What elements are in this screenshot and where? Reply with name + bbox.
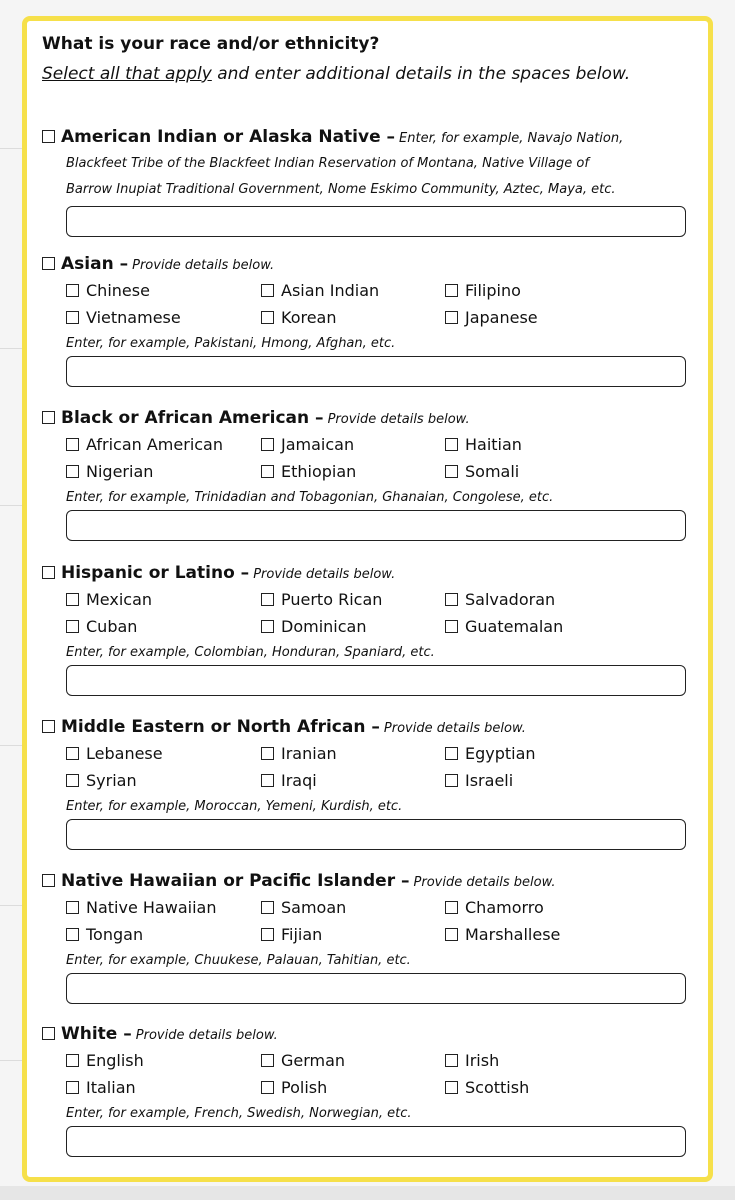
category-checkbox[interactable] (42, 130, 55, 143)
category-checkbox[interactable] (42, 1027, 55, 1040)
option-checkbox[interactable] (261, 587, 382, 613)
option-label: Italian (86, 1078, 136, 1097)
option-checkbox[interactable] (66, 741, 163, 767)
checkbox-icon (445, 1054, 458, 1067)
checkbox-icon (66, 747, 79, 760)
enter-hint: Enter, for example, Chuukese, Palauan, Tahitian, etc. (66, 953, 411, 968)
checkbox-icon (66, 620, 79, 633)
checkbox-icon (261, 284, 274, 297)
option-label: Dominican (281, 617, 367, 636)
details-input[interactable] (66, 356, 686, 387)
category-label: Hispanic or Latino (61, 563, 235, 583)
checkbox-icon (445, 284, 458, 297)
option-checkbox[interactable] (66, 614, 137, 640)
checkbox-icon (445, 774, 458, 787)
category-label: American Indian or Alaska Native (61, 127, 381, 147)
race-ethnicity-question-card (22, 16, 713, 1182)
option-label: Chamorro (465, 898, 544, 917)
checkbox-icon (445, 747, 458, 760)
checkbox-icon (445, 438, 458, 451)
enter-hint: Enter, for example, Colombian, Honduran, Spaniard, etc. (66, 645, 435, 660)
option-checkbox[interactable] (261, 741, 337, 767)
option-label: Vietnamese (86, 308, 181, 327)
option-checkbox[interactable] (66, 768, 137, 794)
category-header (42, 871, 692, 895)
option-label: Egyptian (465, 744, 536, 763)
checkbox-icon (66, 593, 79, 606)
category-middle-eastern-north-african (42, 717, 692, 850)
checkbox-icon (445, 901, 458, 914)
question-instruction (42, 64, 630, 84)
category-dash: – (395, 871, 410, 891)
question-title: What is your race and/or ethnicity? (42, 34, 380, 54)
checkbox-icon (445, 928, 458, 941)
option-checkbox[interactable] (261, 278, 379, 304)
checkbox-icon (66, 1054, 79, 1067)
category-hint: Provide details below. (383, 721, 526, 736)
category-example-line: Blackfeet Tribe of the Blackfeet Indian Reservation of Montana, Native Village of (66, 156, 589, 171)
category-hint: Provide details below. (132, 258, 275, 273)
option-grid (66, 278, 692, 332)
details-input[interactable] (66, 1126, 686, 1157)
checkbox-icon (445, 465, 458, 478)
category-hint: Provide details below. (327, 412, 470, 427)
option-grid (66, 1048, 692, 1102)
checkbox-icon (261, 593, 274, 606)
option-checkbox[interactable] (261, 895, 346, 921)
category-label: Native Hawaiian or Pacific Islander (61, 871, 396, 891)
option-grid (66, 741, 692, 795)
option-label: English (86, 1051, 144, 1070)
option-label: Marshallese (465, 925, 561, 944)
option-label: Salvadoran (465, 590, 556, 609)
enter-hint: Enter, for example, Trinidadian and Tobagonian, Ghanaian, Congolese, etc. (66, 490, 554, 505)
checkbox-icon (261, 1054, 274, 1067)
option-checkbox[interactable] (261, 1075, 327, 1101)
option-checkbox[interactable] (445, 459, 519, 485)
checkbox-icon (261, 901, 274, 914)
option-label: Irish (465, 1051, 500, 1070)
option-checkbox[interactable] (66, 278, 150, 304)
option-label: Scottish (465, 1078, 530, 1097)
checkbox-icon (445, 1081, 458, 1094)
checkbox-icon (261, 928, 274, 941)
option-checkbox[interactable] (445, 1048, 499, 1074)
checkbox-icon (66, 438, 79, 451)
category-dash: – (113, 254, 129, 274)
option-label: Somali (465, 462, 520, 481)
instruction-details: and enter additional details in the spaces below. (211, 64, 631, 84)
option-label: Jamaican (281, 435, 355, 454)
category-hint: Enter, for example, Navajo Nation, (399, 131, 624, 146)
category-example-line: Barrow Inupiat Traditional Government, Nome Eskimo Community, Aztec, Maya, etc. (66, 182, 616, 197)
option-checkbox[interactable] (66, 922, 143, 948)
option-label: Iranian (281, 744, 337, 763)
details-input[interactable] (66, 973, 686, 1004)
option-label: Chinese (86, 281, 150, 300)
enter-hint: Enter, for example, French, Swedish, Norwegian, etc. (66, 1106, 412, 1121)
details-input[interactable] (66, 819, 686, 850)
option-checkbox[interactable] (66, 459, 153, 485)
checkbox-icon (261, 747, 274, 760)
option-checkbox[interactable] (261, 459, 356, 485)
option-label: Puerto Rican (281, 590, 383, 609)
instruction-select-all: Select all that apply (42, 64, 212, 84)
category-header (42, 254, 692, 278)
category-dash: – (117, 1024, 132, 1044)
category-header (42, 408, 692, 432)
checkbox-icon (261, 438, 274, 451)
option-checkbox[interactable] (445, 614, 563, 640)
category-label: Black or African American (61, 408, 310, 428)
category-label: Middle Eastern or North African (61, 717, 366, 737)
category-hint: Provide details below. (253, 567, 396, 582)
details-input[interactable] (66, 510, 686, 541)
option-checkbox[interactable] (445, 741, 536, 767)
option-label: Ethiopian (281, 462, 357, 481)
checkbox-icon (66, 465, 79, 478)
option-label: Fijian (281, 925, 323, 944)
checkbox-icon (66, 1081, 79, 1094)
checkbox-icon (445, 311, 458, 324)
option-checkbox[interactable] (445, 587, 555, 613)
category-checkbox[interactable] (42, 566, 55, 579)
option-checkbox[interactable] (261, 432, 354, 458)
category-dash: – (365, 717, 380, 737)
option-label: Korean (281, 308, 337, 327)
option-label: Mexican (86, 590, 153, 609)
option-label: German (281, 1051, 346, 1070)
option-checkbox[interactable] (261, 768, 317, 794)
option-label: Native Hawaiian (86, 898, 217, 917)
option-label: African American (86, 435, 223, 454)
option-checkbox[interactable] (261, 305, 337, 331)
checkbox-icon (66, 284, 79, 297)
option-checkbox[interactable] (445, 278, 521, 304)
checkbox-icon (261, 311, 274, 324)
option-label: Nigerian (86, 462, 154, 481)
option-checkbox[interactable] (445, 768, 513, 794)
category-header (42, 717, 692, 741)
category-dash: – (380, 127, 396, 147)
option-label: Haitian (465, 435, 522, 454)
category-white (42, 1024, 692, 1157)
category-dash: – (234, 563, 250, 583)
option-checkbox[interactable] (261, 922, 322, 948)
option-grid (66, 895, 692, 949)
category-header (42, 127, 692, 151)
option-checkbox[interactable] (445, 895, 544, 921)
category-black-african-american (42, 408, 692, 541)
option-label: Filipino (465, 281, 521, 300)
checkbox-icon (445, 620, 458, 633)
category-checkbox[interactable] (42, 720, 55, 733)
category-checkbox[interactable] (42, 874, 55, 887)
checkbox-icon (261, 1081, 274, 1094)
checkbox-icon (261, 774, 274, 787)
checkbox-icon (66, 311, 79, 324)
category-label: White (61, 1024, 118, 1044)
enter-hint: Enter, for example, Pakistani, Hmong, Afghan, etc. (66, 336, 396, 351)
checkbox-icon (66, 774, 79, 787)
details-input[interactable] (66, 665, 686, 696)
option-checkbox[interactable] (66, 895, 216, 921)
option-checkbox[interactable] (66, 305, 181, 331)
option-label: Samoan (281, 898, 347, 917)
option-label: Polish (281, 1078, 328, 1097)
category-dash: – (309, 408, 324, 428)
category-american-indian-alaska-native (42, 127, 692, 237)
category-asian (42, 254, 692, 387)
option-checkbox[interactable] (445, 1075, 529, 1101)
category-header (42, 563, 692, 587)
background-footer-strip (0, 1186, 735, 1200)
option-checkbox[interactable] (66, 1075, 136, 1101)
option-grid (66, 587, 692, 641)
checkbox-icon (261, 620, 274, 633)
category-native-hawaiian-pacific-islander (42, 871, 692, 1004)
option-checkbox[interactable] (445, 922, 560, 948)
option-checkbox[interactable] (261, 1048, 345, 1074)
option-checkbox[interactable] (66, 432, 223, 458)
category-hint: Provide details below. (135, 1028, 278, 1043)
category-label: Asian (61, 254, 114, 274)
option-label: Guatemalan (465, 617, 564, 636)
option-label: Iraqi (281, 771, 317, 790)
category-checkbox[interactable] (42, 257, 55, 270)
option-label: Japanese (465, 308, 538, 327)
checkbox-icon (66, 901, 79, 914)
checkbox-icon (66, 928, 79, 941)
option-label: Tongan (86, 925, 144, 944)
details-input[interactable] (66, 206, 686, 237)
option-checkbox[interactable] (261, 614, 366, 640)
option-label: Cuban (86, 617, 138, 636)
option-checkbox[interactable] (66, 587, 152, 613)
enter-hint: Enter, for example, Moroccan, Yemeni, Kurdish, etc. (66, 799, 403, 814)
option-checkbox[interactable] (66, 1048, 144, 1074)
checkbox-icon (261, 465, 274, 478)
option-checkbox[interactable] (445, 305, 538, 331)
category-hispanic-latino (42, 563, 692, 696)
option-grid (66, 432, 692, 486)
option-label: Lebanese (86, 744, 163, 763)
option-label: Israeli (465, 771, 514, 790)
option-checkbox[interactable] (445, 432, 522, 458)
category-hint: Provide details below. (413, 875, 556, 890)
category-header (42, 1024, 692, 1048)
checkbox-icon (445, 593, 458, 606)
option-label: Syrian (86, 771, 137, 790)
option-label: Asian Indian (281, 281, 380, 300)
category-checkbox[interactable] (42, 411, 55, 424)
